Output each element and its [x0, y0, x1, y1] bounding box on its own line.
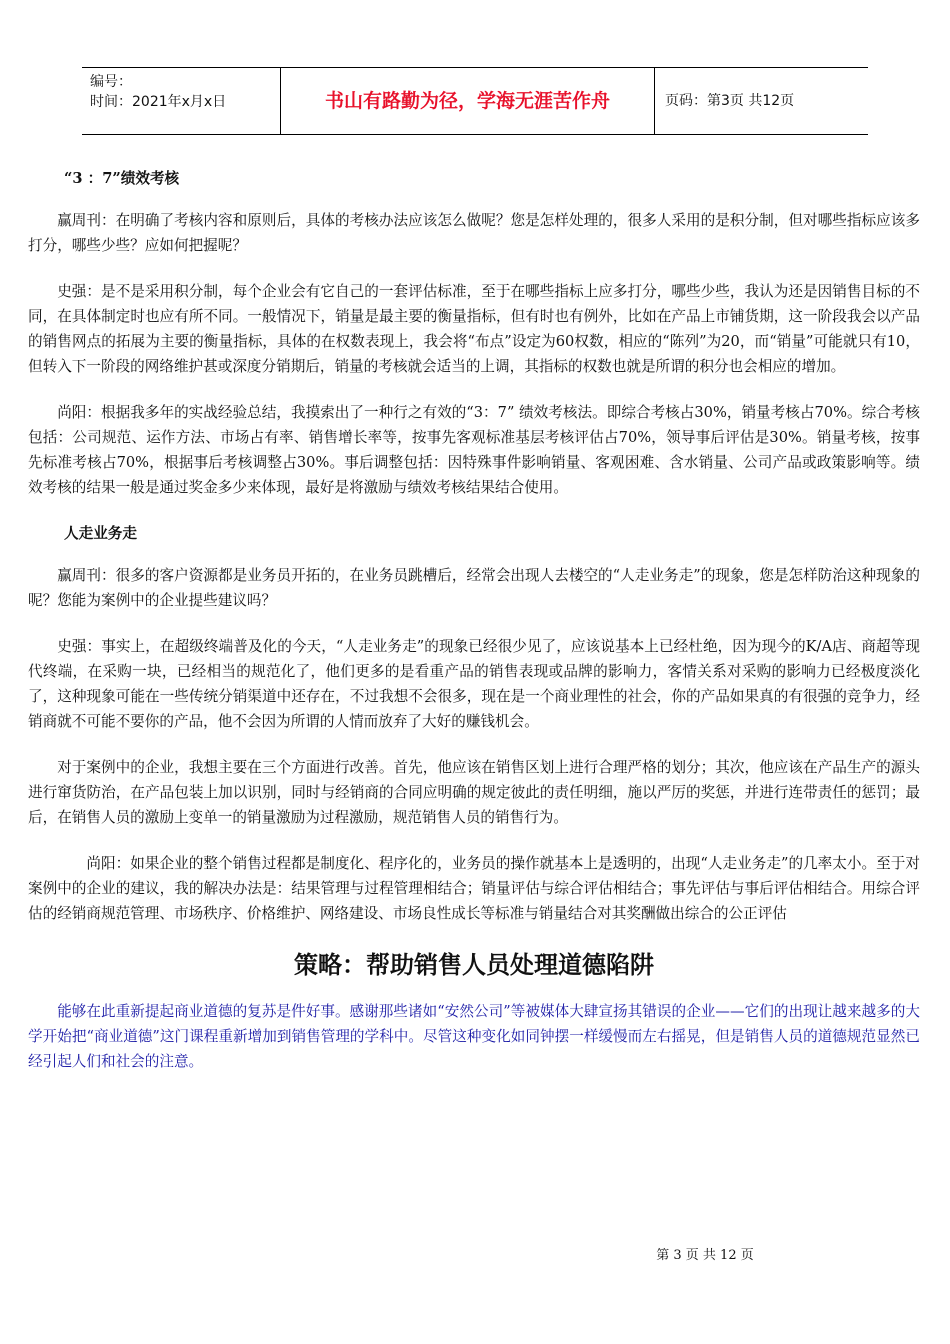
section-heading-performance: “3 ：7”绩效考核: [64, 170, 180, 187]
paragraph: 史强：是不是采用积分制，每个企业会有它自己的一套评估标准，至于在哪些指标上应多打分，哪些少些，我认为还是因销售目标的不同，在具体制定时也应有所不同。一般情况下，销量是最主要的衡量指标，但有时也有例外，比如在产品上市铺货期，这一阶段我会以产品的销售网点的拓展为主要的衡量指标，具体的在权数表现上，我会将“布点”设定为60权数，相应的“陈列”为20，而“销量”可能就只有10，但转入下一阶段的网络维护甚或深度分销期后，销量的考核就会适当的上调，其指标的权数也就是所谓的积分也会相应的增加。: [28, 283, 920, 375]
header-meta-cell: [82, 68, 281, 134]
document-date-label: 时间：2021年x月x日: [90, 94, 227, 110]
section-heading-turnover: 人走业务走: [64, 525, 137, 542]
paragraph: 尚阳：根据我多年的实战经验总结，我摸索出了一种行之有效的“3：7” 绩效考核法。即综合考核占30%，销量考核占70%。综合考核包括：公司规范、运作方法、市场占有率、销售增长率等，按事先客观标准基层考核评估占70%，领导事后评估是30%。销量考核，按事先标准考核占70%，根据事后考核调整占30%。事后调整包括：因特殊事件影响销量、客观困难、含水销量、公司产品或政策影响等。绩效考核的结果一般是通过奖金多少来体现，最好是将激励与绩效考核结果结合使用。: [28, 404, 920, 496]
paragraph: 赢周刊：在明确了考核内容和原则后，具体的考核办法应该怎么做呢？您是怎样处理的，很多人采用的是积分制，但对哪些指标应该多打分，哪些少些？应如何把握呢？: [28, 212, 920, 254]
page-footer: 第 3 页 共 12 页: [656, 1248, 754, 1263]
header-motto: 书山有路勤为径，学海无涯苦作舟: [281, 68, 655, 134]
paragraph: 赢周刊：很多的客户资源都是业务员开拓的，在业务员跳槽后，经常会出现人去楼空的“人走业务走”的现象，您是怎样防治这种现象的呢？您能为案例中的企业提些建议吗？: [28, 567, 920, 609]
header-table: [82, 67, 868, 135]
document-number-label: 编号：: [90, 74, 132, 90]
header-page-info: 页码：第3页 共12页: [665, 93, 795, 109]
article-title: 策略：帮助销售人员处理道德陷阱: [294, 950, 654, 979]
document-body: [28, 166, 920, 1074]
paragraph: 对于案例中的企业，我想主要在三个方面进行改善。首先，他应该在销售区划上进行合理严格的划分；其次，他应该在产品生产的源头进行窜货防治，在产品包装上加以识别，同时与经销商的合同应明确的规定彼此的责任明细，施以严厉的奖惩，并进行连带责任的惩罚；最后，在销售人员的激励上变单一的销量激励为过程激励，规范销售人员的销售行为。: [28, 759, 920, 826]
paragraph: 尚阳：如果企业的整个销售过程都是制度化、程序化的，业务员的操作就基本上是透明的，出现“人走业务走”的几率太小。至于对案例中的企业的建议，我的解决办法是：结果管理与过程管理相结合；销量评估与综合评估相结合；事先评估与事后评估相结合。用综合评估的经销商规范管理、市场秩序、价格维护、网络建设、市场良性成长等标准与销量结合对其奖酬做出综合的公正评估: [28, 855, 920, 922]
paragraph-blue: 能够在此重新提起商业道德的复苏是件好事。感谢那些诸如“安然公司”等被媒体大肆宣扬其错误的企业——它们的出现让越来越多的大学开始把“商业道德”这门课程重新增加到销售管理的学科中。尽管这种变化如同钟摆一样缓慢而左右摇晃，但是销售人员的道德规范显然已经引起人们和社会的注意。: [28, 1003, 920, 1070]
paragraph: 史强：事实上，在超级终端普及化的今天，“人走业务走”的现象已经很少见了，应该说基本上已经杜绝，因为现今的K/A店、商超等现代终端，在采购一块，已经相当的规范化了，他们更多的是看重产品的销售表现或品牌的影响力，客情关系对采购的影响力已经极度淡化了，这种现象可能在一些传统分销渠道中还存在，不过我想不会很多，现在是一个商业理性的社会，你的产品如果真的有很强的竞争力，经销商就不可能不要你的产品，他不会因为所谓的人情而放弃了大好的赚钱机会。: [28, 638, 920, 730]
